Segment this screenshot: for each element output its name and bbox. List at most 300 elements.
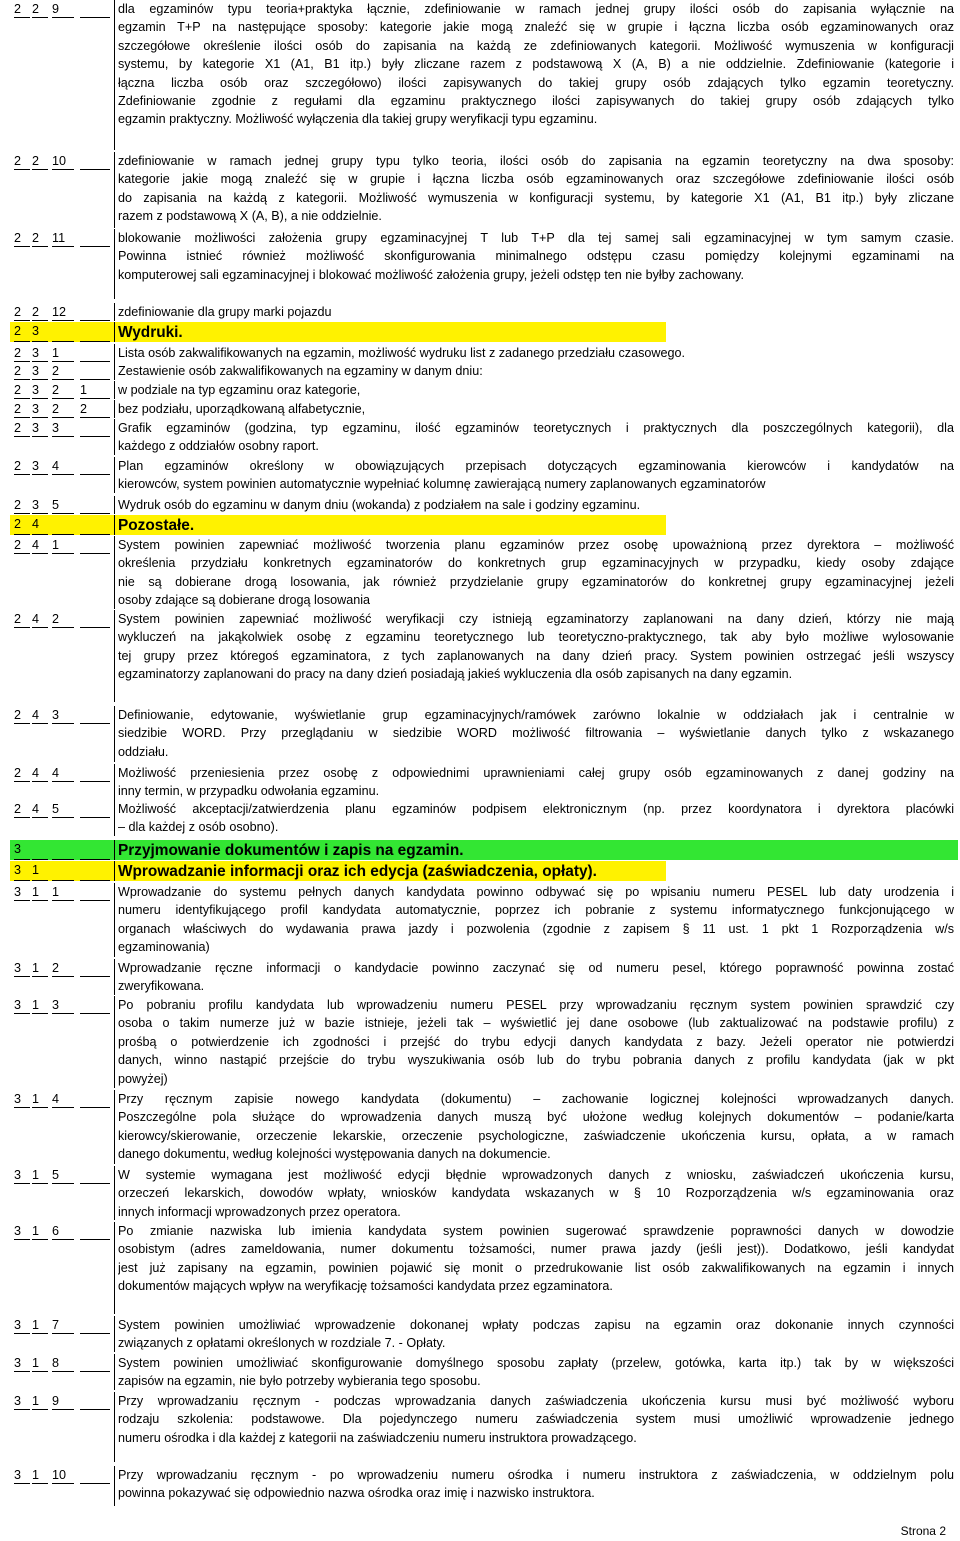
cell-rule [32, 723, 48, 724]
row-number-level-2: 1 [32, 961, 40, 975]
table-row [0, 1316, 960, 1352]
table-row [0, 457, 960, 493]
row-number-level-1: 2 [14, 802, 22, 816]
text-line: kategorie jakie mogą znaleźć się w grupie i łączna liczba osób egzaminowanych oraz szczegółowe zdefiniowanie ilości osób [118, 172, 954, 187]
cell-rule [32, 398, 48, 399]
row-number-level-1: 2 [14, 459, 22, 473]
row-number-level-2: 1 [32, 863, 40, 877]
text-line: zdefiniowanie w ramach jednej grupy typu tylko teoria, ilości osób do zapisania na egzamin teoretyczny na dwa sposoby: [118, 154, 954, 168]
row-number-level-4 [80, 419, 98, 455]
requirement-text [118, 1166, 954, 1221]
table-row [0, 0, 960, 150]
row-number-level-4 [80, 1222, 98, 1314]
cell-rule [52, 513, 74, 514]
row-number-level-1: 3 [14, 1224, 22, 1238]
text-line: Po pobraniu profilu kandydata lub wprowadzeniu numeru PESEL przy wprowadzaniu ręcznym system powinien sprawdzić czy [118, 998, 954, 1012]
row-number-level-3: 10 [52, 1468, 67, 1482]
column-separator [114, 400, 115, 418]
text-line: systemu, by kategorie X1 (A1, B1 itp.) były zliczane razem z podstawową X (A, B) a nie oddzielnie. Zdefiniowanie (kategorie i [118, 57, 954, 72]
column-separator [114, 1466, 115, 1506]
text-line: System powinien umożliwiać skonfigurowanie domyślnego sposobu zapłaty (przelew, gotówka, karta itp.) tak by w większości [118, 1356, 954, 1370]
text-line: Plan egzaminów określony w obowiązujących przepisach dotyczących egzaminowania kierowców i kandydatów na [118, 459, 954, 473]
row-number-level-1: 3 [14, 1168, 22, 1182]
row-number-level-3: 1 [52, 885, 60, 899]
cell-rule [80, 1333, 110, 1334]
table-row [0, 362, 960, 380]
text-line: innych informacji wprowadzonych przez operatora. [118, 1204, 401, 1219]
cell-rule [32, 246, 48, 247]
column-separator [114, 800, 115, 836]
cell-rule [52, 880, 74, 881]
cell-rule [80, 781, 110, 782]
text-line: Wprowadzanie informacji oraz ich edycja (zaświadczenia, opłaty). [118, 863, 597, 880]
column-separator [114, 1354, 115, 1390]
text-line: Przyjmowanie dokumentów i zapis na egzamin. [118, 842, 464, 859]
table-row [0, 229, 960, 299]
column-separator [114, 303, 115, 321]
table-row [0, 959, 960, 995]
row-number-level-1: 3 [14, 961, 22, 975]
cell-rule [80, 1483, 110, 1484]
row-number-level-1: 3 [14, 1318, 22, 1332]
cell-rule [14, 553, 30, 554]
cell-rule [32, 341, 48, 342]
row-number-level-4 [80, 959, 98, 995]
row-number-level-2: 1 [32, 1224, 40, 1238]
row-number-level-4 [80, 344, 98, 362]
row-number-level-4 [80, 861, 98, 881]
cell-rule [32, 1483, 48, 1484]
cell-rule [80, 379, 110, 380]
text-line: razem z podstawową X (A, B), a nie oddzielnie. [118, 209, 382, 224]
text-line: kierowców, system powinien automatycznie wypełniać kolumnę zawierającą numery zaplanowanych egzaminatorów [118, 477, 766, 492]
text-line: określenia przydziału konkretnych egzaminatorów do konkretnych grup egzaminacyjnych w przypadku, kiedy osoby zdające [118, 556, 954, 571]
text-line: związanych z opłatami określonych w rozdziale 7. - Opłaty. [118, 1336, 446, 1351]
table-row [0, 1392, 960, 1462]
row-number-level-3: 4 [52, 766, 60, 780]
row-number-level-2: 3 [32, 364, 40, 378]
cell-rule [14, 859, 30, 860]
cell-rule [14, 246, 30, 247]
row-number-level-1: 2 [14, 517, 22, 531]
row-number-level-4 [80, 152, 98, 228]
page-number: Strona 2 [900, 1524, 946, 1538]
cell-rule [52, 320, 74, 321]
cell-rule [14, 1483, 30, 1484]
requirement-text [118, 1222, 954, 1296]
cell-rule [80, 1107, 110, 1108]
text-line: dla egzaminów typu teoria+praktyka łącznie, zdefiniowanie w ramach jednej grupy ilości osób do zapisania wyłącznie na [118, 2, 954, 16]
cell-rule [32, 817, 48, 818]
requirement-text [118, 1392, 954, 1447]
text-line: Zdefiniowanie zgodnie z regułami dla egzaminu praktycznego ilości zapisywanych do takiej grupy osób zdających tylko [118, 94, 954, 109]
cell-rule [80, 976, 110, 977]
cell-rule [52, 976, 74, 977]
row-number-level-3: 4 [52, 1092, 60, 1106]
column-separator [114, 344, 115, 362]
row-number-level-3: 6 [52, 1224, 60, 1238]
text-line: nie są dobierane drogą losowania, jak również przydzielanie grupy egzaminatorów do konkretnej grupy egzaminacyjnej jeżeli [118, 574, 954, 589]
row-number-level-4 [80, 706, 98, 762]
column-separator [114, 996, 115, 1088]
text-line: W systemie wymagana jest możliwość edycji błędnie wprowadzonych danych z wniosku, zaświadczeń ukończenia kursu, [118, 1168, 954, 1182]
row-number-level-4: 1 [80, 383, 88, 397]
row-number-level-2: 1 [32, 1394, 40, 1408]
cell-rule [52, 1409, 74, 1410]
cell-rule [52, 1371, 74, 1372]
column-separator [114, 362, 115, 380]
row-number-level-4 [80, 764, 98, 800]
column-separator [114, 1316, 115, 1352]
row-number-level-2: 3 [32, 498, 40, 512]
text-line: zapisów na egzamin, nie było potrzeby wybierania tego sposobu. [118, 1374, 481, 1389]
cell-rule [14, 900, 30, 901]
row-number-level-3: 9 [52, 2, 60, 16]
cell-rule [32, 417, 48, 418]
text-line: szczegółowe określenie ilości osób do zapisania na każdą ze zdefiniowanych kategorii. Możliwość wymuszenia w konfiguracji [118, 38, 954, 53]
row-number-level-1: 2 [14, 346, 22, 360]
row-number-level-4 [80, 362, 98, 380]
text-line: Wprowadzanie do systemu pełnych danych kandydata powinno odbywać się po wpisaniu numeru PESEL lub daty urodzenia i [118, 885, 954, 899]
table-row [0, 764, 960, 800]
row-number-level-1: 3 [14, 998, 22, 1012]
section-header-row [0, 322, 960, 342]
text-line: inny termin, w przypadku odwołania egzaminu. [118, 784, 380, 799]
column-separator [114, 764, 115, 800]
cell-rule [14, 1013, 30, 1014]
text-line: powyżej) [118, 1071, 168, 1086]
row-number-level-2: 2 [32, 2, 40, 16]
text-line: każdego z oddziałów osobny raport. [118, 439, 319, 454]
cell-rule [14, 781, 30, 782]
column-separator [114, 152, 115, 228]
requirement-text [118, 764, 954, 801]
row-number-level-3 [52, 515, 74, 535]
cell-rule [80, 553, 110, 554]
text-line: osobistym (adres zameldowania, numer dokumentu tożsamości, numer prawa jazdy (jeśli jest)). Dodatkowo, jeśli kandydat [118, 1242, 954, 1257]
cell-rule [52, 246, 74, 247]
row-number-level-2: 3 [32, 383, 40, 397]
cell-rule [80, 859, 110, 860]
row-number-level-4 [80, 322, 98, 342]
cell-rule [14, 880, 30, 881]
requirement-text [118, 400, 954, 418]
requirement-text [118, 536, 954, 610]
row-number-level-2: 2 [32, 231, 40, 245]
table-row [0, 536, 960, 609]
cell-rule [14, 398, 30, 399]
row-number-level-1: 3 [14, 842, 22, 856]
row-number-level-2: 1 [32, 885, 40, 899]
cell-rule [32, 436, 48, 437]
cell-rule [52, 1239, 74, 1240]
row-number-level-3: 2 [52, 364, 60, 378]
cell-rule [52, 900, 74, 901]
section-title [118, 841, 954, 860]
row-number-level-3: 1 [52, 538, 60, 552]
text-line: Przy ręcznym zapisie nowego kandydata (dokumentu) – zachowanie logicznej kolejności wprowadzanych danych. [118, 1092, 954, 1106]
table-row [0, 419, 960, 455]
cell-rule [52, 817, 74, 818]
row-number-level-2: 1 [32, 1092, 40, 1106]
table-row [0, 1090, 960, 1164]
section-header-row [0, 861, 960, 881]
text-line: danych, winno nastąpić przejście do trybu wyszukiwania osób lub do trybu pobrania danych z profilu kandydata (jak w pkt [118, 1053, 954, 1068]
column-separator [114, 381, 115, 399]
column-separator [114, 1090, 115, 1164]
column-separator [114, 1222, 115, 1314]
row-number-level-2: 3 [32, 346, 40, 360]
section-title [118, 862, 954, 881]
row-number-level-3: 11 [52, 231, 66, 245]
text-line: kierowcy/skierowanie, orzeczenie lekarskie, orzeczenie psychologiczne, zaświadczenie ukończenia kursu, opłata, a w ramach [118, 1128, 954, 1143]
table-row [0, 1354, 960, 1390]
requirement-text [118, 706, 954, 761]
section-header-row [0, 840, 960, 860]
cell-rule [52, 169, 74, 170]
row-number-level-4: 2 [80, 402, 88, 416]
row-number-level-4 [80, 303, 98, 321]
text-line: Wprowadzanie ręczne informacji o kandydacie powinno zaczynać się od numeru pesel, którego poprawność powinna zostać [118, 961, 954, 975]
requirement-text [118, 457, 954, 494]
row-number-level-3: 2 [52, 612, 60, 626]
column-separator [114, 883, 115, 957]
requirement-text [118, 0, 954, 129]
cell-rule [80, 320, 110, 321]
text-line: Przy wprowadzaniu ręcznym - podczas wprowadzania danych zaświadczenia ukończenia kursu musi być możliwość wyboru [118, 1394, 954, 1408]
cell-rule [14, 1183, 30, 1184]
table-row [0, 1166, 960, 1220]
cell-rule [32, 534, 48, 535]
cell-rule [80, 900, 110, 901]
cell-rule [80, 398, 110, 399]
row-number-level-3 [52, 322, 74, 342]
requirement-text [118, 303, 954, 321]
text-line: orzeczeń lekarskich, dowodów wpłaty, wniosków kandydata wskazanych w § 10 Rozporządzenia w/s egzaminowania oraz [118, 1186, 954, 1201]
column-separator [114, 840, 115, 860]
row-number-level-1: 2 [14, 498, 22, 512]
row-number-level-2: 4 [32, 802, 40, 816]
row-number-level-1: 2 [14, 766, 22, 780]
cell-rule [80, 513, 110, 514]
row-number-level-1: 3 [14, 1092, 22, 1106]
cell-rule [14, 1107, 30, 1108]
cell-rule [14, 723, 30, 724]
cell-rule [52, 723, 74, 724]
text-line: blokowanie możliwości założenia grupy egzaminacyjnej T lub T+P dla tej samej sali egzaminacyjnej w tym samym czasie. [118, 231, 954, 245]
requirement-text [118, 229, 954, 284]
text-line: System powinien umożliwiać wprowadzenie dokonanej wpłaty podczas zapisu na egzamin oraz dokonanie innych czynności [118, 1318, 954, 1332]
text-line: numeru ośrodka i dla każdej z kategorii na zaświadczeniu numeru instruktora prowadzącego. [118, 1430, 637, 1445]
cell-rule [14, 17, 30, 18]
requirement-text [118, 344, 954, 362]
requirement-text [118, 419, 954, 456]
row-number-level-3: 12 [52, 305, 67, 319]
text-line: do zapisania na każdą z kategorii. Możliwość wymuszenia w konfiguracji systemu, by kategorie X1 (A1, B1 itp.) były zliczane [118, 190, 954, 205]
row-number-level-3: 5 [52, 498, 60, 512]
requirement-text [118, 883, 954, 957]
cell-rule [14, 1409, 30, 1410]
column-separator [114, 536, 115, 609]
row-number-level-2: 3 [32, 402, 40, 416]
cell-rule [80, 246, 110, 247]
row-number-level-4 [80, 1166, 98, 1220]
cell-rule [52, 436, 74, 437]
row-number-level-1: 2 [14, 383, 22, 397]
cell-rule [32, 627, 48, 628]
text-line: zdefiniowanie dla grupy marki pojazdu [118, 305, 332, 319]
row-number-level-3: 7 [52, 1318, 60, 1332]
cell-rule [32, 900, 48, 901]
cell-rule [52, 859, 74, 860]
cell-rule [32, 859, 48, 860]
text-line: organach właściwych do wydawania prawa jazdy i pozwolenia (zgodnie z zapisem § 11 ust. 1 pkt 1 Rozporządzenia w/s [118, 921, 954, 936]
cell-rule [52, 398, 74, 399]
cell-rule [32, 474, 48, 475]
row-number-level-2: 4 [32, 612, 40, 626]
cell-rule [14, 417, 30, 418]
cell-rule [14, 320, 30, 321]
row-number-level-4 [80, 800, 98, 836]
cell-rule [52, 417, 74, 418]
cell-rule [14, 169, 30, 170]
cell-rule [14, 379, 30, 380]
row-number-level-3: 2 [52, 961, 60, 975]
row-number-level-2: 1 [32, 1318, 40, 1332]
cell-rule [32, 169, 48, 170]
table-row [0, 996, 960, 1088]
column-separator [114, 229, 115, 299]
row-number-level-3: 10 [52, 154, 67, 168]
table-row [0, 381, 960, 399]
cell-rule [32, 379, 48, 380]
cell-rule [80, 534, 110, 535]
text-line: System powinien zapewniać możliwość weryfikacji czy istnieją egzaminatorzy zaplanowani na dany dzień, którzy nie mają [118, 612, 954, 626]
text-line: egzamin praktyczny. Możliwość wyłączenia dla takiej grupy weryfikacji typu egzaminu. [118, 112, 598, 127]
cell-rule [52, 553, 74, 554]
cell-rule [80, 341, 110, 342]
row-number-level-3 [52, 840, 74, 860]
row-number-level-1: 3 [14, 1468, 22, 1482]
table-row [0, 883, 960, 957]
row-number-level-3: 5 [52, 802, 60, 816]
cell-rule [80, 1409, 110, 1410]
row-number-level-2: 4 [32, 538, 40, 552]
column-separator [114, 706, 115, 762]
cell-rule [14, 436, 30, 437]
row-number-level-3: 1 [52, 346, 60, 360]
row-number-level-3 [52, 861, 74, 881]
cell-rule [32, 17, 48, 18]
text-line: siedzibie WORD. Przy przeglądaniu w siedzibie WORD możliwość filtrowania – wyświetlanie danych tylko z wskazanego [118, 726, 954, 741]
text-line: wykluczeń na jakąkolwiek osobę z egzaminu teoretycznego lub teoretyczno-praktycznego, tak aby było możliwe wylosowanie [118, 630, 954, 645]
row-number-level-3: 2 [52, 402, 60, 416]
cell-rule [80, 1183, 110, 1184]
column-separator [114, 861, 115, 881]
column-separator [114, 457, 115, 493]
table-row [0, 496, 960, 514]
row-number-level-2: 4 [32, 708, 40, 722]
text-line: Lista osób zakwalifikowanych na egzamin, możliwość wydruku list z zadanego przedziału czasowego. [118, 346, 685, 360]
cell-rule [80, 474, 110, 475]
text-line: danego dokumentu, według kolejności występowania danych na dokumencie. [118, 1147, 551, 1162]
cell-rule [14, 1371, 30, 1372]
row-number-level-1: 2 [14, 421, 22, 435]
row-number-level-4 [80, 536, 98, 609]
row-number-level-4 [80, 457, 98, 493]
cell-rule [80, 1371, 110, 1372]
table-row [0, 344, 960, 362]
text-line: Grafik egzaminów (godzina, typ egzaminu, ilość egzaminów teoretycznych i praktycznych dla poszczególnych kategorii), dla [118, 421, 954, 435]
row-number-level-1: 2 [14, 154, 22, 168]
row-number-level-1: 2 [14, 305, 22, 319]
row-number-level-4 [80, 840, 98, 860]
row-number-level-3: 8 [52, 1356, 60, 1370]
row-number-level-1: 2 [14, 612, 22, 626]
text-line: Po zmianie nazwiska lub imienia kandydata system powinien sugerować sprawdzenie poprawności danych w dowodzie [118, 1224, 954, 1238]
cell-rule [32, 1409, 48, 1410]
cell-rule [32, 1107, 48, 1108]
table-row [0, 400, 960, 418]
text-line: egzaminatorzy zaplanowani do pracy na dany dzień posiadają jakieś wykluczenia dla osób zapisanych na dany egzamin. [118, 667, 793, 682]
row-number-level-3: 3 [52, 421, 60, 435]
requirement-text [118, 610, 954, 684]
text-line: – dla każdej z osób osobno). [118, 820, 279, 835]
cell-rule [32, 880, 48, 881]
requirement-text [118, 800, 954, 837]
row-number-level-4 [80, 515, 98, 535]
cell-rule [52, 1183, 74, 1184]
text-line: Wydruki. [118, 324, 183, 341]
row-number-level-3: 5 [52, 1168, 60, 1182]
row-number-level-4 [80, 1316, 98, 1352]
text-line: jest już zapisany na egzamin, powinien pojawić się monit o przedrukowanie list osób zakwalifikowanych na egzamin i innych [118, 1260, 954, 1275]
cell-rule [80, 723, 110, 724]
row-number-level-1: 3 [14, 1356, 22, 1370]
column-separator [114, 496, 115, 514]
cell-rule [32, 513, 48, 514]
text-line: Pozostałe. [118, 517, 195, 534]
cell-rule [80, 880, 110, 881]
table-row [0, 152, 960, 228]
cell-rule [32, 1371, 48, 1372]
row-number-level-3: 9 [52, 1394, 60, 1408]
row-number-level-2: 2 [32, 305, 40, 319]
row-number-level-3: 4 [52, 459, 60, 473]
section-title [118, 516, 954, 535]
text-line: System powinien zapewniać możliwość tworzenia planu egzaminów przez osobę upoważnioną przez dyrektora – możliwość [118, 538, 954, 552]
requirement-text [118, 496, 954, 514]
text-line: tej grupy przez któregoś egzaminatora, z tych zaplanowanych na dany dzień pracy. System powinien ostrzegać jeśli wszyscy [118, 648, 954, 663]
row-number-level-2: 1 [32, 998, 40, 1012]
cell-rule [14, 474, 30, 475]
requirement-text [118, 1466, 954, 1503]
cell-rule [32, 1333, 48, 1334]
text-line: prośbą o potwierdzenie ich zgodności i przejść do trybu edycji danych kandydata z bazy. Jeżeli operator nie potwierdzi [118, 1034, 954, 1049]
text-line: Przy wprowadzaniu ręcznym - po wprowadzeniu numeru ośrodka i numeru instruktora z zaświadczenia, w oddzielnym polu [118, 1468, 954, 1482]
cell-rule [52, 1333, 74, 1334]
cell-rule [32, 1239, 48, 1240]
row-number-level-1: 2 [14, 708, 22, 722]
cell-rule [52, 627, 74, 628]
row-number-level-2: 3 [32, 421, 40, 435]
cell-rule [32, 320, 48, 321]
cell-rule [52, 1107, 74, 1108]
row-number-level-3: 3 [52, 708, 60, 722]
cell-rule [14, 341, 30, 342]
row-number-level-3: 2 [52, 383, 60, 397]
text-line: Definiowanie, edytowanie, wyświetlanie grup egzaminacyjnych/ramówek zarówno lokalnie w oddziałach jak i centralnie w [118, 708, 954, 722]
